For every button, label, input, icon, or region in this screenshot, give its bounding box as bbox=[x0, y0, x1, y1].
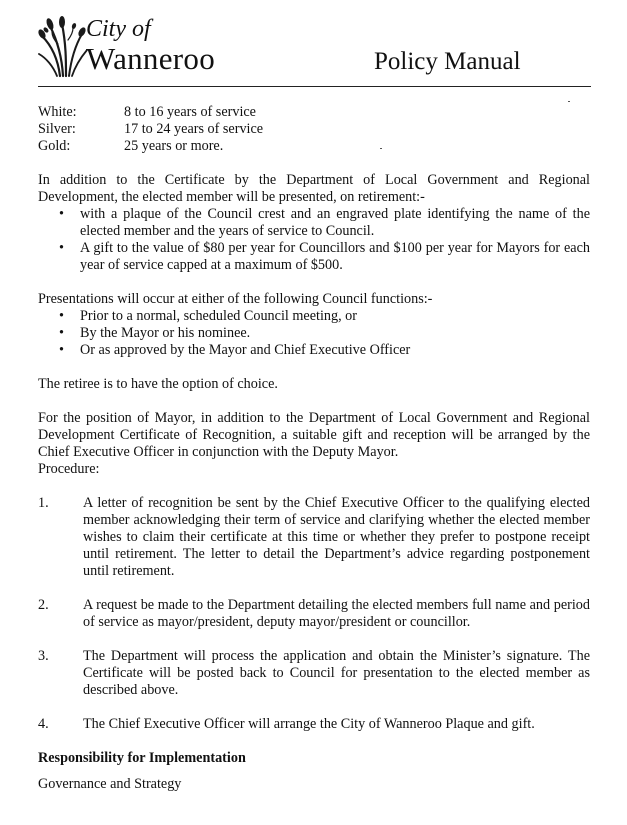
procedure-label: Procedure: bbox=[38, 461, 100, 477]
bullet-icon: • bbox=[59, 342, 64, 358]
service-level-label: Gold: bbox=[38, 138, 71, 154]
procedure-step bbox=[38, 648, 590, 699]
service-level-row bbox=[38, 104, 590, 121]
spacer bbox=[38, 359, 590, 376]
step-number: 2. bbox=[38, 597, 49, 613]
bullet-icon: • bbox=[59, 206, 64, 222]
mayor-paragraph: For the position of Mayor, in addition to the Department of Local Government and Regional Development Certificate of Recognition, a suitable gift and reception will be arranged by the Chief Executive Officer in conjunction with the Deputy Mayor. bbox=[38, 410, 590, 460]
spacer bbox=[38, 478, 590, 495]
policy-body bbox=[38, 104, 590, 793]
list-item-text: A gift to the value of $80 per year for Councillors and $100 per year for Mayors for each year of service capped at a maximum of $500. bbox=[80, 240, 590, 273]
responsibility-value: Governance and Strategy bbox=[38, 776, 182, 792]
scan-speck bbox=[568, 101, 570, 102]
step-text: A request be made to the Department detailing the elected members full name and period of service as mayor/president, deputy mayor/president or councillor. bbox=[83, 597, 590, 630]
step-number: 3. bbox=[38, 648, 49, 664]
step-number: 1. bbox=[38, 495, 49, 511]
step-text: The Department will process the application and obtain the Minister’s signature. The Certificate will be posted back to Council for presentation to the elected member as described above. bbox=[83, 648, 590, 698]
choice-text: The retiree is to have the option of choice. bbox=[38, 376, 278, 392]
service-level-list bbox=[38, 104, 590, 155]
list-item-text: Prior to a normal, scheduled Council meeting, or bbox=[80, 308, 357, 324]
list-item bbox=[38, 308, 590, 325]
spacer bbox=[38, 274, 590, 291]
spacer bbox=[38, 580, 590, 597]
list-item bbox=[38, 206, 590, 240]
service-level-label: Silver: bbox=[38, 121, 76, 137]
bullet-icon: • bbox=[59, 240, 64, 256]
spacer bbox=[38, 767, 590, 776]
procedure-step bbox=[38, 716, 590, 733]
spacer bbox=[38, 393, 590, 410]
page-header bbox=[38, 10, 598, 90]
list-item bbox=[38, 342, 590, 359]
service-level-value: 17 to 24 years of service bbox=[124, 121, 264, 137]
step-text: The Chief Executive Officer will arrange the City of Wanneroo Plaque and gift. bbox=[83, 716, 535, 732]
service-level-row bbox=[38, 138, 590, 155]
service-level-value: 25 years or more. bbox=[124, 138, 224, 154]
certificate-intro: In addition to the Certificate by the Department of Local Government and Regional Development, the elected member will be presented, on retirement:- bbox=[38, 172, 590, 205]
list-item bbox=[38, 240, 590, 274]
service-level-row bbox=[38, 121, 590, 138]
list-item-text: with a plaque of the Council crest and an engraved plate identifying the name of the elected member and the years of service to Council. bbox=[80, 206, 590, 239]
presentations-bullet-list bbox=[38, 308, 590, 359]
header-divider bbox=[38, 86, 591, 87]
manual-title: Policy Manual bbox=[374, 48, 521, 75]
certificate-bullet-list bbox=[38, 206, 590, 274]
spacer bbox=[38, 699, 590, 716]
procedure-step bbox=[38, 495, 590, 580]
procedure-step bbox=[38, 597, 590, 631]
bullet-icon: • bbox=[59, 308, 64, 324]
wheat-sheaf-icon bbox=[38, 16, 88, 78]
step-number: 4. bbox=[38, 716, 49, 732]
presentations-intro: Presentations will occur at either of the following Council functions:- bbox=[38, 291, 433, 307]
step-text: A letter of recognition be sent by the Chief Executive Officer to the qualifying elected member acknowledging their term of service and clarifying whether the elected member wishes to claim their certificate at this time or whether they prefer to postpone receipt until retirement. The letter to detail the Department’s advice regarding postponement until retirement. bbox=[83, 495, 590, 579]
spacer bbox=[38, 631, 590, 648]
service-level-value: 8 to 16 years of service bbox=[124, 104, 256, 120]
responsibility-heading: Responsibility for Implementation bbox=[38, 750, 246, 766]
logo-city-of: City of bbox=[86, 16, 151, 42]
service-level-label: White: bbox=[38, 104, 77, 120]
logo-city-name: Wanneroo bbox=[86, 41, 216, 76]
list-item-text: By the Mayor or his nominee. bbox=[80, 325, 251, 341]
bullet-icon: • bbox=[59, 325, 64, 341]
spacer bbox=[38, 155, 590, 172]
spacer bbox=[38, 733, 590, 750]
list-item bbox=[38, 325, 590, 342]
list-item-text: Or as approved by the Mayor and Chief Executive Officer bbox=[80, 342, 411, 358]
